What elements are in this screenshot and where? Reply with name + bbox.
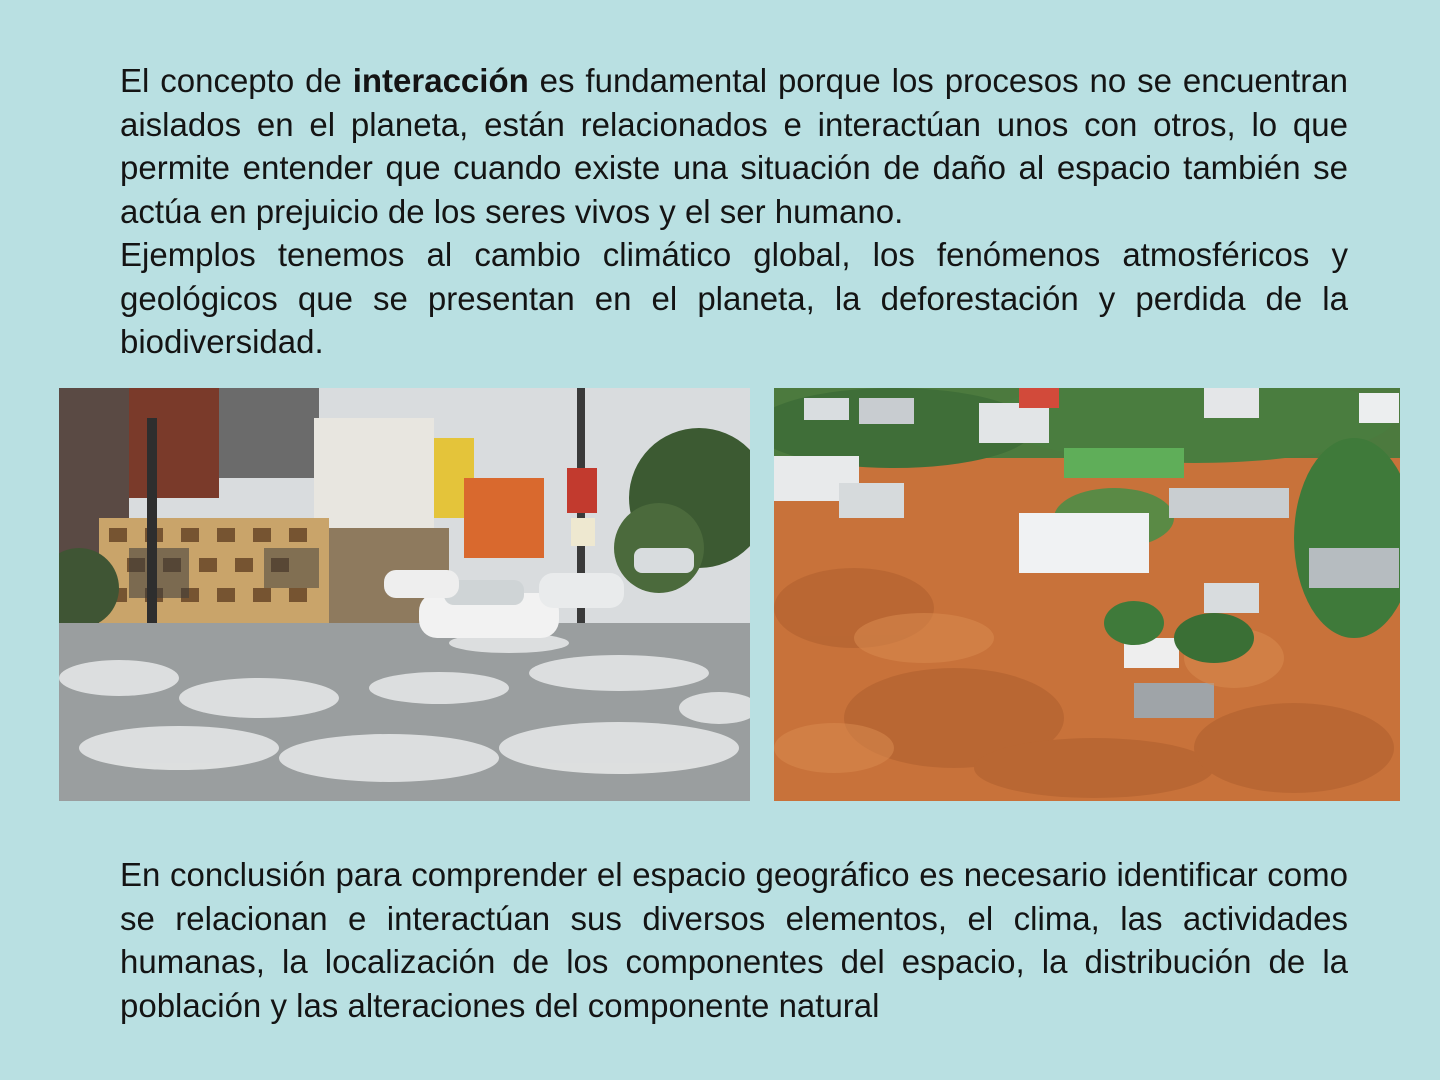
landslide-aerial-photo	[774, 388, 1400, 801]
hailstorm-flooded-street-photo	[59, 388, 750, 801]
intro-paragraph	[120, 59, 1348, 364]
intro-text-rest: es fundamental porque los procesos no se encuentran aislados en el planeta, están relacionados e interactúan unos con otros, lo que permite entender que cuando existe una situación de daño al espacio también se actúa en prejuicio de los seres vivos y el ser humano.	[120, 62, 1348, 230]
interaccion-term: interacción	[352, 62, 529, 99]
conclusion-paragraph: En conclusión para comprender el espacio geográfico es necesario identificar como se relacionan e interactúan sus diversos elementos, el clima, las actividades humanas, la localización de los componentes del espacio, la distribución de la población y las alteraciones del componente natural	[120, 856, 1348, 1024]
examples-text: Ejemplos tenemos al cambio climático global, los fenómenos atmosféricos y geológicos que se presentan en el planeta, la deforestación y perdida de la biodiversidad.	[120, 236, 1348, 360]
intro-text-start: El concepto de	[120, 62, 353, 99]
